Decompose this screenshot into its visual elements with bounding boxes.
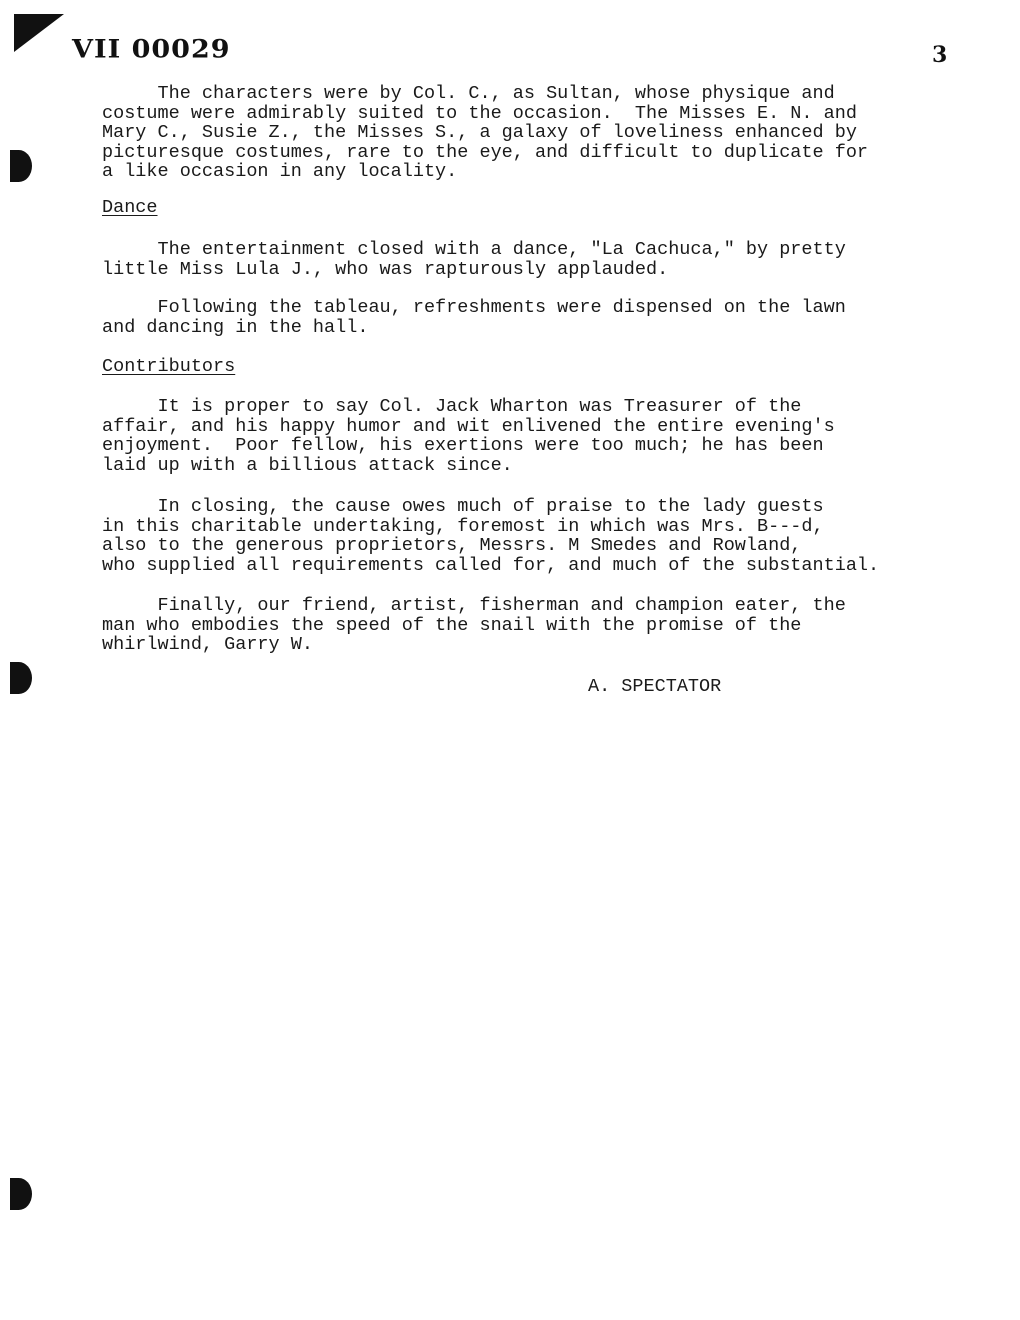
punch-hole-bottom <box>10 1178 32 1210</box>
heading-contributors: Contributors <box>102 356 236 377</box>
paragraph-dance: The entertainment closed with a dance, "La Cachuca," by pretty little Miss Lula J., who was rapturously applauded. <box>102 239 846 280</box>
punch-hole-middle <box>10 662 32 694</box>
page-number: 3 <box>932 42 948 68</box>
document-id: VII 00029 <box>72 35 231 64</box>
paragraph-refreshments: Following the tableau, refreshments were dispensed on the lawn and dancing in the hall. <box>102 297 846 338</box>
signature: A. SPECTATOR <box>588 676 722 697</box>
heading-dance: Dance <box>102 197 158 218</box>
paragraph-treasurer: It is proper to say Col. Jack Wharton was Treasurer of the affair, and his happy humor and wit enlivened the entire evening's enjoyment. Poor fellow, his exertions were too much; he has been laid up with a billious attack since. <box>102 396 835 476</box>
corner-mark <box>14 14 64 52</box>
paragraph-closing: In closing, the cause owes much of praise to the lady guests in this charitable undertaking, foremost in which was Mrs. B---d, also to the generous proprietors, Messrs. M Smedes and Rowland, who supplied all requirements called for, and much of the substantial. <box>102 496 880 576</box>
paragraph-characters: The characters were by Col. C., as Sultan, whose physique and costume were admirably suited to the occasion. The Misses E. N. and Mary C., Susie Z., the Misses S., a galaxy of loveliness enhanced by picturesque costumes, rare to the eye, and difficult to duplicate for a like occasion in any locality. <box>102 83 869 182</box>
paragraph-finally: Finally, our friend, artist, fisherman and champion eater, the man who embodies the speed of the snail with the promise of the whirlwind, Garry W. <box>102 595 846 655</box>
punch-hole-top <box>10 150 32 182</box>
